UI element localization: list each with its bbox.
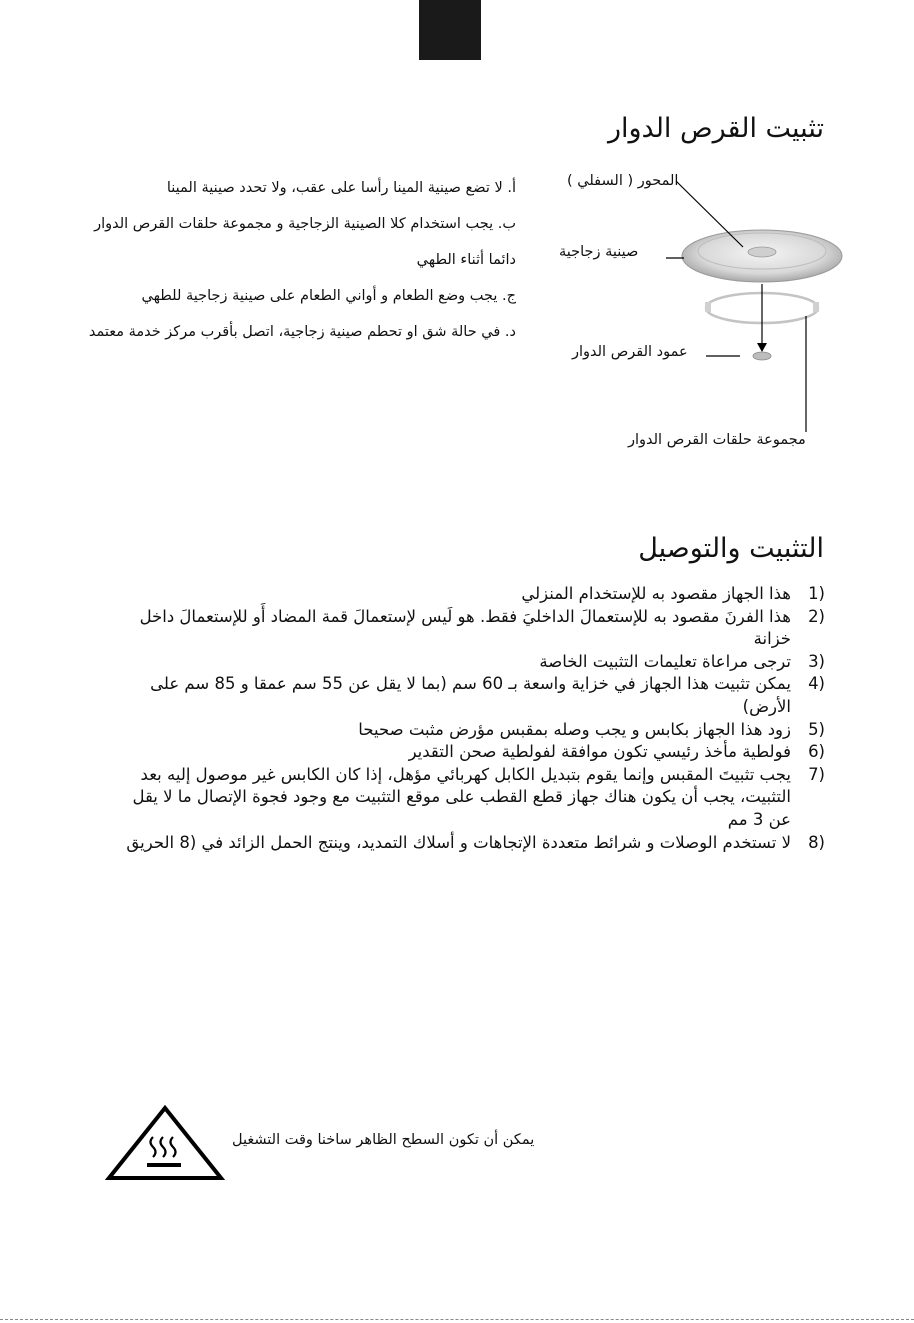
item-text: فولطية مأخذ رئيسي تكون موافقة لفولطية صحن التقدير <box>408 742 791 762</box>
turntable-diagram <box>0 0 914 470</box>
installation-list <box>120 583 825 854</box>
hot-surface-icon <box>105 1105 225 1181</box>
installation-section-title: التثبيت والتوصيل <box>638 533 824 564</box>
item-number: 7) <box>808 764 825 784</box>
hot-surface-warning: يمكن أن تكون السطح الظاهر ساخنا وقت التشغيل <box>232 1132 535 1148</box>
item-number: 2) <box>808 606 825 626</box>
item-number: 6) <box>808 742 825 762</box>
item-text: هذا الجهاز مقصود به للإستخدام المنزلي <box>521 584 791 603</box>
list-item <box>120 832 825 855</box>
label-glass-tray: صينية زجاجية <box>559 244 639 260</box>
item-number: 3) <box>808 651 825 671</box>
list-item <box>120 583 825 606</box>
item-number: 5) <box>808 719 825 739</box>
item-number: 4) <box>808 674 825 694</box>
turntable-item-d: د. في حالة شق او تحطم صينية زجاجية، اتصل بأقرب مركز خدمة معتمد <box>88 324 516 340</box>
list-item <box>120 719 825 742</box>
item-text: ترجى مراعاة تعليمات التثبيت الخاصة <box>539 651 791 671</box>
turntable-item-b: ب. يجب استخدام كلا الصينية الزجاجية و مجموعة حلقات القرص الدوار دائما أثناء الطهي <box>94 216 516 268</box>
turntable-item-c: ج. يجب وضع الطعام و أواني الطعام على صينية زجاجية للطهي <box>141 288 516 304</box>
coupler-shape <box>753 352 771 360</box>
page-bottom-border <box>0 1319 914 1320</box>
list-item <box>120 651 825 674</box>
turntable-section-title: تثبيت القرص الدوار <box>607 113 824 144</box>
item-text: يمكن تثبيت هذا الجهاز في خزاية واسعة بـ 60 سم (بما لا يقل عن 55 سم عمقا و 85 سم على الأرض) <box>150 674 791 716</box>
label-turntable-support: عمود القرص الدوار <box>572 344 688 360</box>
label-shaft: المحور ( السفلي ) <box>567 173 679 189</box>
item-number: 1) <box>808 584 825 603</box>
item-text: يجب تثبيتَ المقبس وإنما يقوم بتبديل الكابل كهربائي مؤهل، إذا كان الكابس غير موصول إليه بعد التثبيت، يجب أن يكون هناك جهاز قطع القطب على موقع التثبيت مع وجود فجوة الإتصال ما لا يقل عن 3 مم <box>132 764 791 829</box>
list-item <box>120 673 825 718</box>
item-text: زود هذا الجهاز بكابس و يجب وصله بمقبس مؤرض مثبت صحيحا <box>358 719 791 739</box>
list-item <box>120 606 825 651</box>
list-item <box>120 741 825 764</box>
tray-hub-shape <box>748 247 776 257</box>
label-roller-ring: مجموعة حلقات القرص الدوار <box>628 432 806 448</box>
turntable-item-a: أ. لا تضع صينية المينا رأسا على عقب، ولا تحدد صينية المينا <box>166 180 516 196</box>
item-number: 8) <box>808 832 825 852</box>
list-item <box>120 764 825 832</box>
item-text: لا تستخدم الوصلات و شرائط متعددة الإتجاهات و أسلاك التمديد، وينتج الحمل الزائد في (8 الحريق <box>126 832 791 852</box>
item-text: هذا الفرنَ مقصود به للإستعمالَ الداخليَ فقط. هو لَيس لإستعمالَ قمة المضاد أَو للإستعمالَ داخل خزانة <box>139 606 791 649</box>
